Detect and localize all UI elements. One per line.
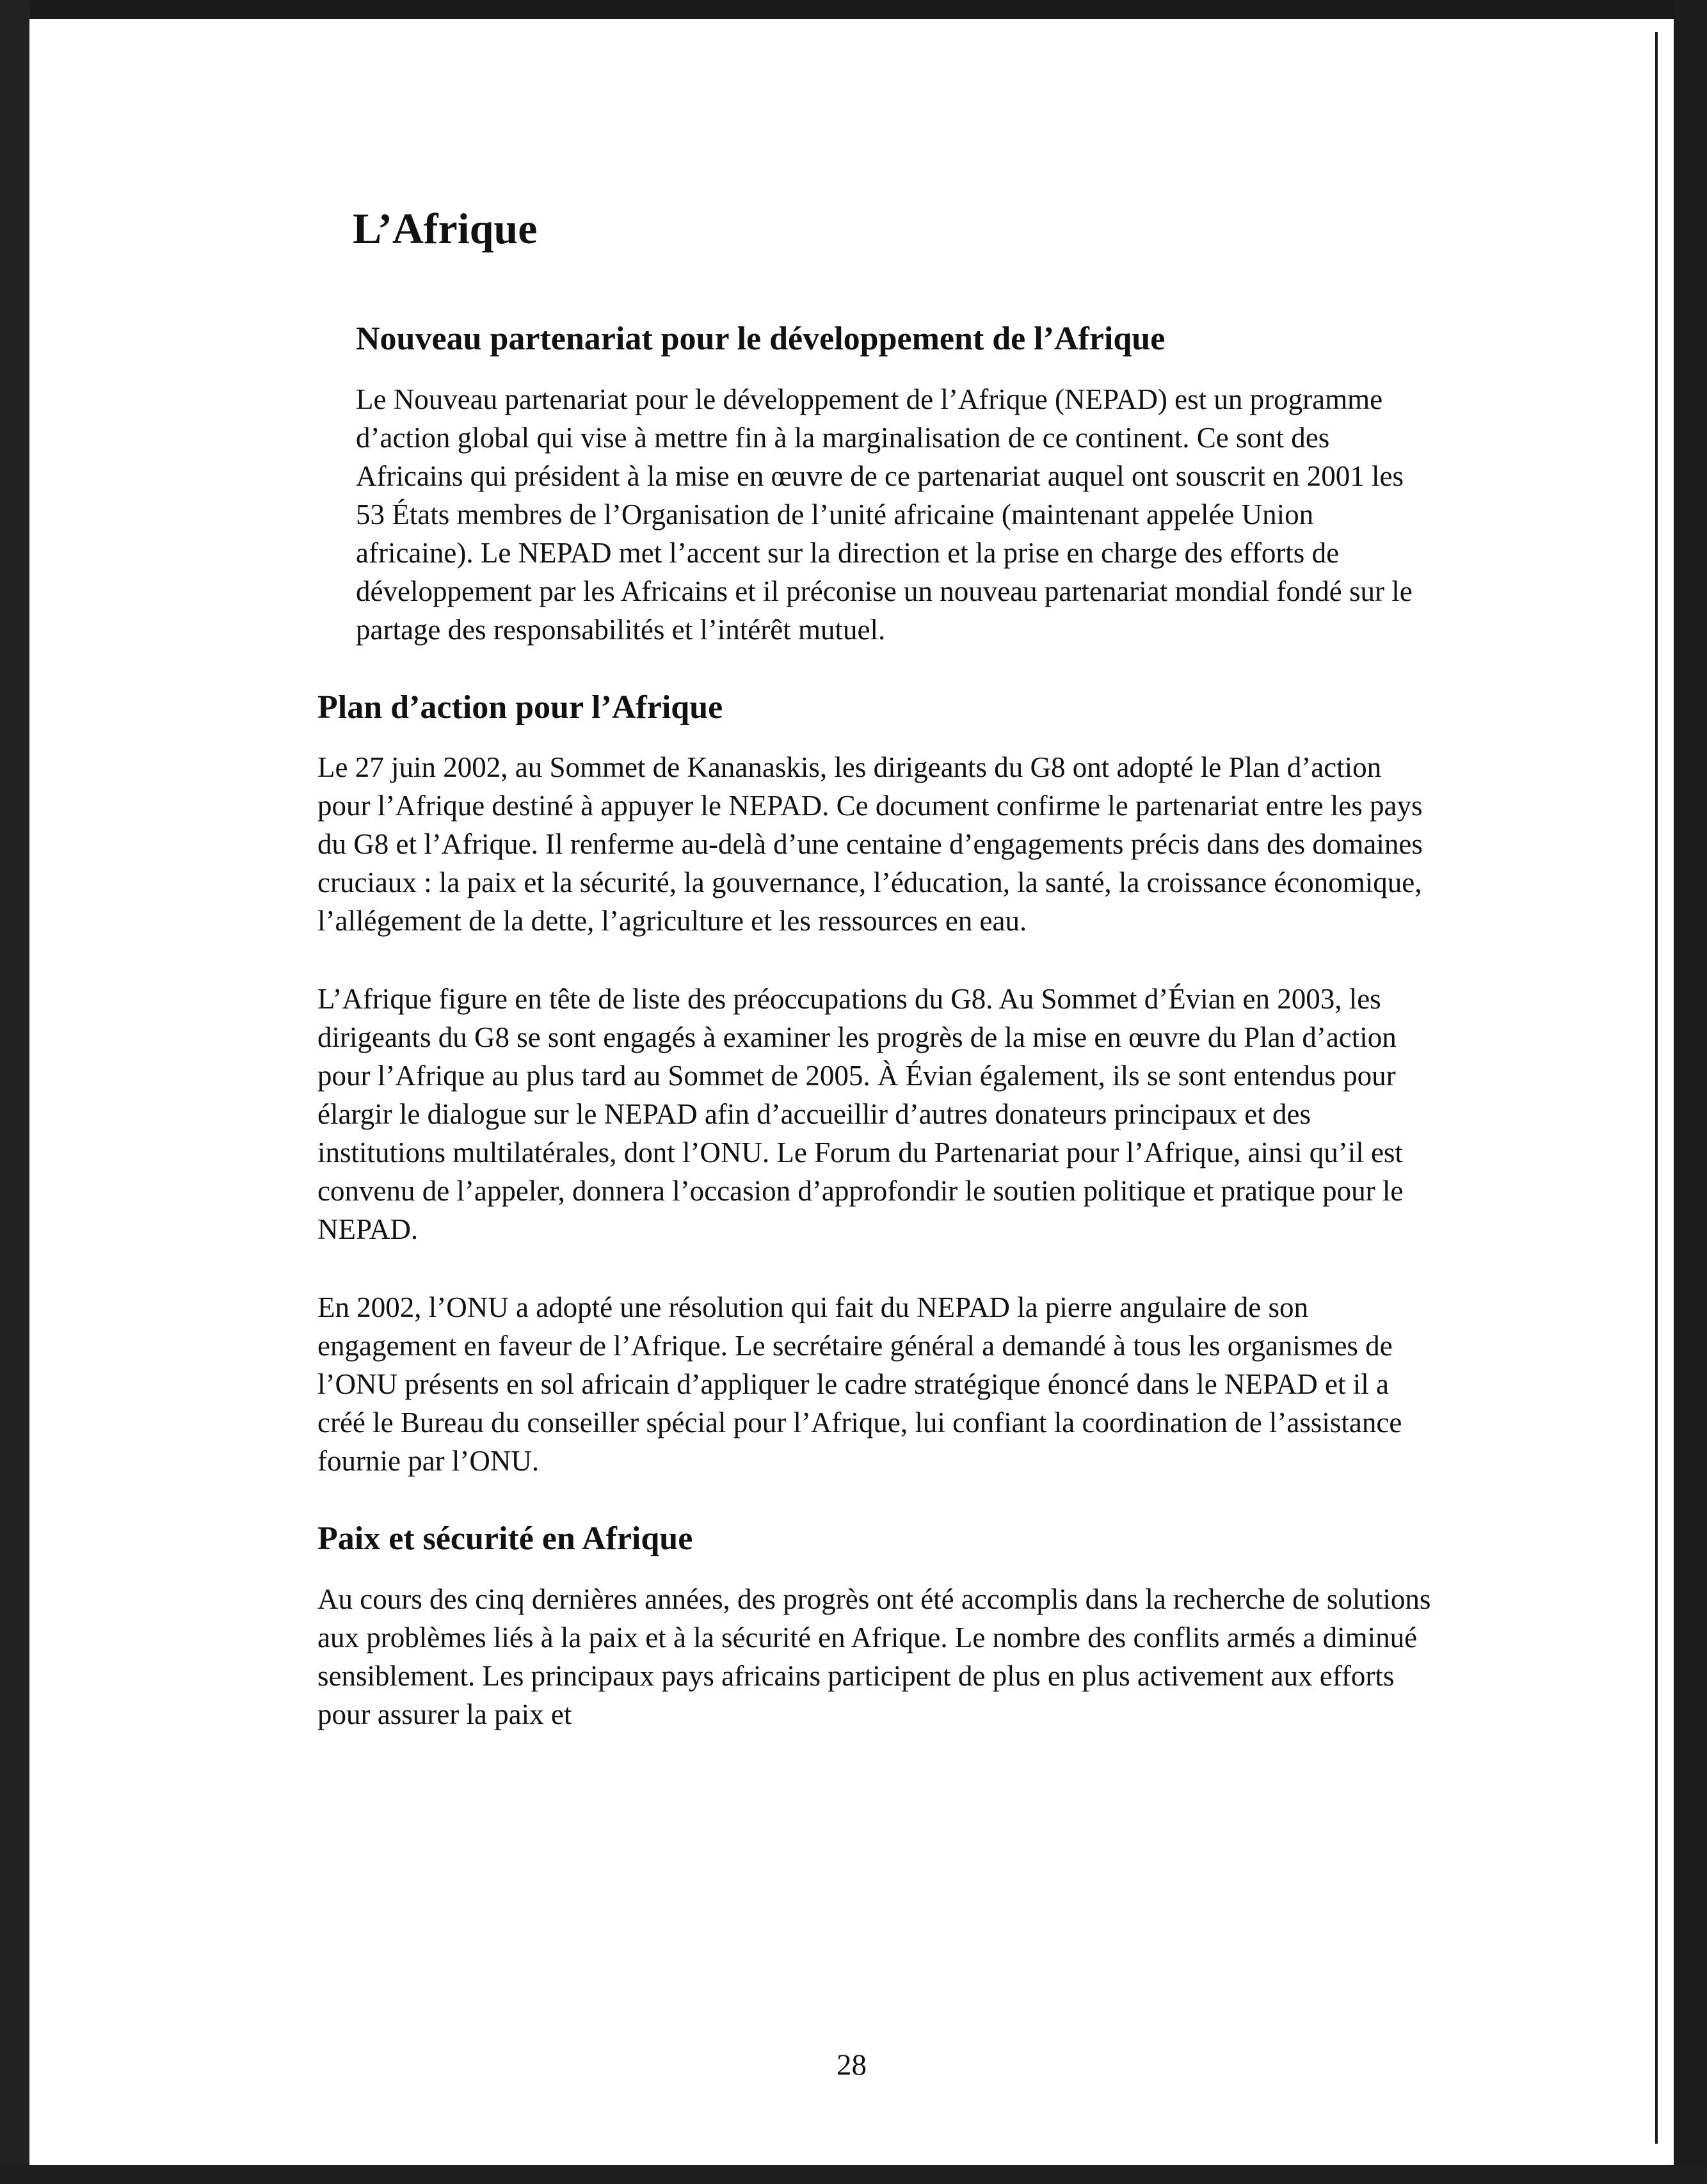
page-number: 28 bbox=[837, 2048, 867, 2082]
scan-border-left bbox=[0, 0, 29, 2184]
section-paragraph: Le Nouveau partenariat pour le développement de l’Afrique (NEPAD) est un programme d’action global qui vise à mettre fin à la marginalisation de ce continent. Ce sont des Africains qui président à la mise en œuvre de ce partenariat auquel ont souscrit en 2001 les 53 États membres de l’Organisation de l’unité africaine (maintenant appelée Union africaine). Le NEPAD met l’accent sur la direction et la prise en charge des efforts de développement par les Africains et il préconise un nouveau partenariat mondial fondé sur le partage des responsabilités et l’intérêt mutuel. bbox=[356, 383, 1413, 646]
section-paix-securite bbox=[317, 1520, 1444, 1734]
scan-border-bottom bbox=[0, 2165, 1707, 2184]
section-paragraph: Le 27 juin 2002, au Sommet de Kananaskis, les dirigeants du G8 ont adopté le Plan d’action pour l’Afrique destiné à appuyer le NEPAD. Ce document confirme le partenariat entre les pays du G8 et l’Afrique. Il renferme au-delà d’une centaine d’engagements précis dans des domaines cruciaux : la paix et la sécurité, la gouvernance, l’éducation, la santé, la croissance économique, l’allégement de la dette, l’agriculture et les ressources en eau. bbox=[317, 751, 1423, 937]
section-heading: Paix et sécurité en Afrique bbox=[317, 1520, 693, 1558]
page-edge-line bbox=[1655, 32, 1658, 2144]
scan-border-right bbox=[1674, 0, 1707, 2184]
document-page bbox=[29, 19, 1674, 2165]
section-heading: Nouveau partenariat pour le développement de l’Afrique bbox=[356, 320, 1166, 357]
page-content bbox=[317, 205, 1444, 1773]
section-paragraph: L’Afrique figure en tête de liste des préoccupations du G8. Au Sommet d’Évian en 2003, les dirigeants du G8 se sont engagés à examiner les progrès de la mise en œuvre du Plan d’action pour l’Afrique au plus tard au Sommet de 2005. À Évian également, ils se sont entendus pour élargir le dialogue sur le NEPAD afin d’accueillir d’autres donateurs principaux et des institutions multilatérales, dont l’ONU. Le Forum du Partenariat pour l’Afrique, ainsi qu’il est convenu de l’appeler, donnera l’occasion d’approfondir le soutien politique et pratique pour le NEPAD. bbox=[317, 983, 1404, 1246]
section-paragraph: En 2002, l’ONU a adopté une résolution qui fait du NEPAD la pierre angulaire de son engagement en faveur de l’Afrique. Le secrétaire général a demandé à tous les organismes de l’ONU présents en sol africain d’appliquer le cadre stratégique énoncé dans le NEPAD et il a créé le Bureau du conseiller spécial pour l’Afrique, lui confiant la coordination de l’assistance fournie par l’ONU. bbox=[317, 1291, 1402, 1478]
page-title: L’Afrique bbox=[353, 204, 538, 253]
section-paragraph: Au cours des cinq dernières années, des progrès ont été accomplis dans la recherche de solutions aux problèmes liés à la paix et à la sécurité en Afrique. Le nombre des conflits armés a diminué sensiblement. Les principaux pays africains participent de plus en plus activement aux efforts pour assurer la paix et bbox=[317, 1583, 1431, 1731]
section-heading: Plan d’action pour l’Afrique bbox=[317, 689, 723, 726]
section-plan-action bbox=[317, 689, 1444, 1481]
section-nepad bbox=[356, 320, 1444, 649]
scan-border-top bbox=[0, 0, 1707, 19]
